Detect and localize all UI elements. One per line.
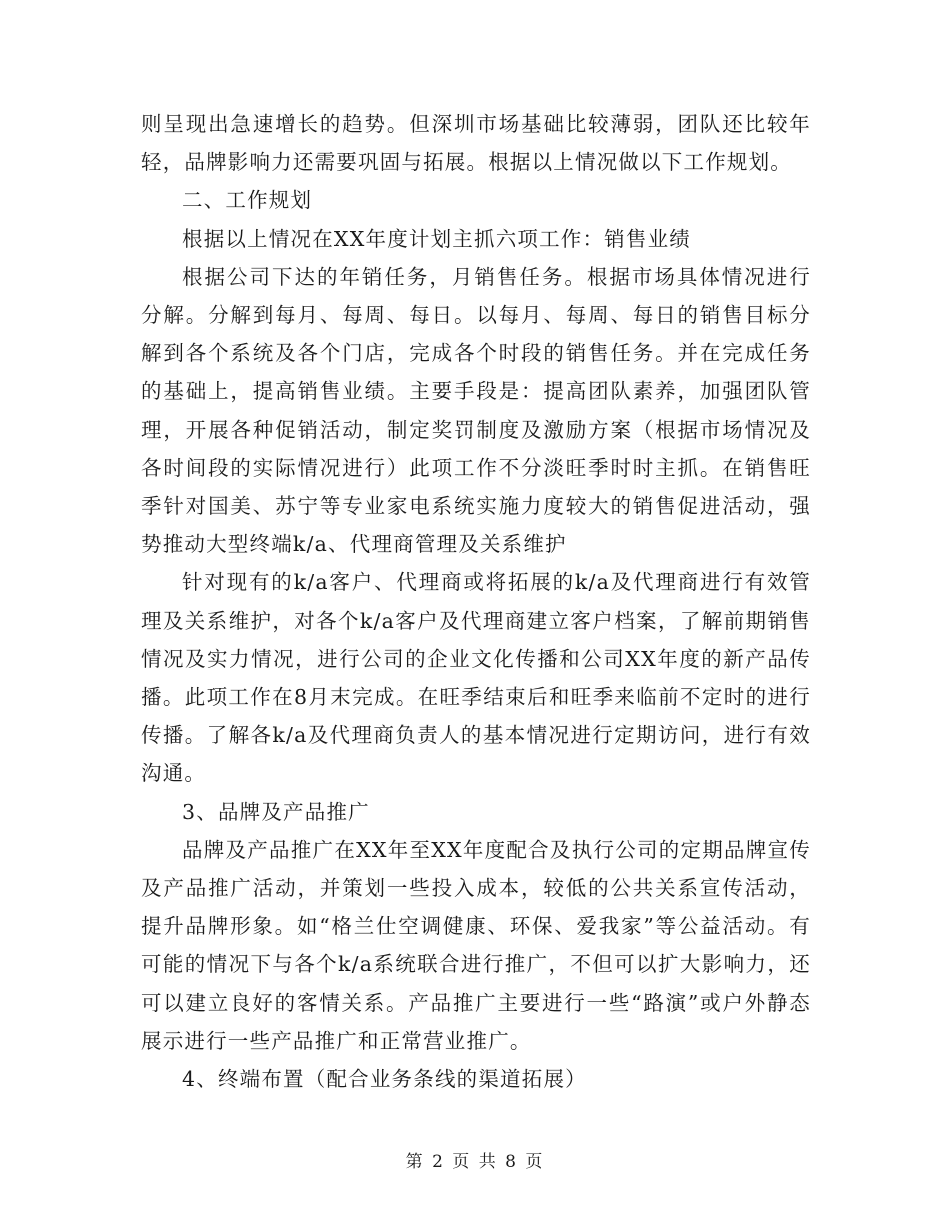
section-heading-terminal-layout: 4、终端布置（配合业务条线的渠道拓展） <box>182 1067 587 1092</box>
paragraph-sales-performance: 根据公司下达的年销任务，月销售任务。根据市场具体情况进行分解。分解到每月、每周、每日。以每月、每周、每日的销售目标分解到各个系统及各个门店，完成各个时段的销售任务。并在完成任务的基础上，提高销售业绩。主要手段是：提高团队素养，加强团队管理，开展各种促销活动，制定奖罚制度及激励方案（根据市场情况及各时间段的实际情况进行）此项工作不分淡旺季时时主抓。在销售旺季针对国美、苏宁等专业家电系统实施力度较大的销售促进活动，强势推动大型终端k/a、代理商管理及关系维护 <box>141 264 811 557</box>
paragraph-plan-intro: 根据以上情况在XX年度计划主抓六项工作：销售业绩 <box>182 226 691 251</box>
section-heading-brand-promotion: 3、品牌及产品推广 <box>182 799 370 824</box>
page-number-footer: 第 2 页 共 8 页 <box>405 1152 545 1172</box>
paragraph-client-management: 针对现有的k/a客户、代理商或将拓展的k/a及代理商进行有效管理及关系维护，对各个k/a客户及代理商建立客户档案，了解前期销售情况及实力情况，进行公司的企业文化传播和公司XX年度的新产品传播。此项工作在8月末完成。在旺季结束后和旺季来临前不定时的进行传播。了解各k/a及代理商负责人的基本情况进行定期访问，进行有效沟通。 <box>141 570 811 786</box>
paragraph-brand-promotion: 品牌及产品推广在XX年至XX年度配合及执行公司的定期品牌宣传及产品推广活动，并策划一些投入成本，较低的公共关系宣传活动，提升品牌形象。如“格兰仕空调健康、环保、爱我家”等公益活动。有可能的情况下与各个k/a系统联合进行推广，不但可以扩大影响力，还可以建立良好的客情关系。产品推广主要进行一些“路演”或户外静态展示进行一些产品推广和正常营业推广。 <box>141 837 811 1053</box>
section-heading-work-plan: 二、工作规划 <box>182 188 313 213</box>
document-body <box>141 105 811 1098</box>
paragraph-1: 则呈现出急速增长的趋势。但深圳市场基础比较薄弱，团队还比较年轻，品牌影响力还需要巩固与拓展。根据以上情况做以下工作规划。 <box>141 112 811 175</box>
